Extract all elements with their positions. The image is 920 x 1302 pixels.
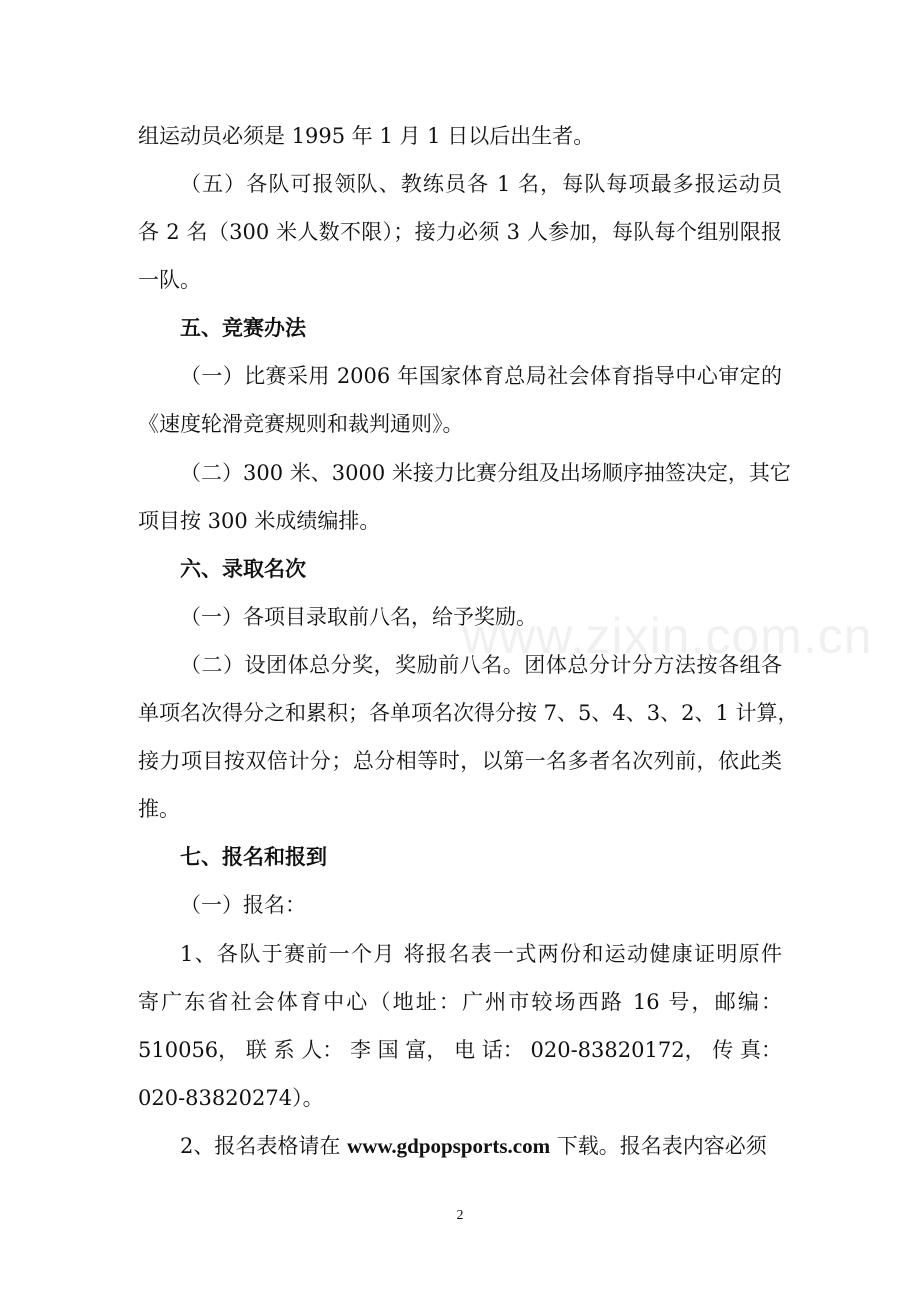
paragraph-line: （二）300 米、3000 米接力比赛分组及出场顺序抽签决定，其它	[180, 461, 791, 485]
paragraph-line: 1、各队于赛前一个月 将报名表一式两份和运动健康证明原件	[180, 942, 782, 966]
paragraph-line: （二）设团体总分奖，奖励前八名。团体总分计分方法按各组各	[180, 653, 782, 677]
paragraph-line	[180, 1131, 782, 1161]
paragraph-line: 020-83820274）。	[138, 1086, 324, 1110]
paragraph-line: 一队。	[138, 268, 201, 292]
paragraph-line: 单项名次得分之和累积；各单项名次得分按 7、5、4、3、2、1 计算，	[138, 701, 799, 725]
paragraph-line: 项目按 300 米成绩编排。	[138, 509, 381, 533]
watermark: www.zixin.com.cn	[462, 608, 873, 664]
paragraph-line: （一）报名：	[180, 893, 306, 917]
paragraph-line: （五）各队可报领队、教练员各 1 名，每队每项最多报运动员	[180, 172, 782, 196]
paragraph-line: 组运动员必须是 1995 年 1 月 1 日以后出生者。	[138, 124, 595, 148]
text-run: 下载。报名表内容必须	[550, 1134, 767, 1158]
paragraph-line: （一）比赛采用 2006 年国家体育总局社会体育指导中心审定的	[180, 364, 782, 388]
paragraph-line: 寄广东省社会体育中心（地址：广州市较场西路 16 号，邮编：	[138, 990, 782, 1014]
paragraph-line: 510056， 联 系 人： 李 国 富， 电 话： 020-83820172， 传 真：	[138, 1038, 782, 1062]
section-heading: 七、报名和报到	[180, 844, 327, 869]
paragraph-line: 各 2 名（300 米人数不限）；接力必须 3 人参加，每队每个组别限报	[138, 220, 782, 244]
paragraph-line: （一）各项目录取前八名，给予奖励。	[180, 605, 537, 629]
paragraph-line: 接力项目按双倍计分；总分相等时，以第一名多者名次列前，依此类	[138, 749, 782, 773]
section-heading: 五、竞赛办法	[180, 315, 306, 340]
section-heading: 六、录取名次	[180, 556, 306, 581]
page-number: 2	[456, 1208, 464, 1223]
text-run: 2、报名表格请在	[180, 1134, 348, 1158]
paragraph-line: 《速度轮滑竞赛规则和裁判通则》。	[138, 412, 464, 436]
paragraph-line: 推。	[138, 797, 180, 821]
download-link[interactable]: www.gdpopsports.com	[347, 1134, 551, 1158]
